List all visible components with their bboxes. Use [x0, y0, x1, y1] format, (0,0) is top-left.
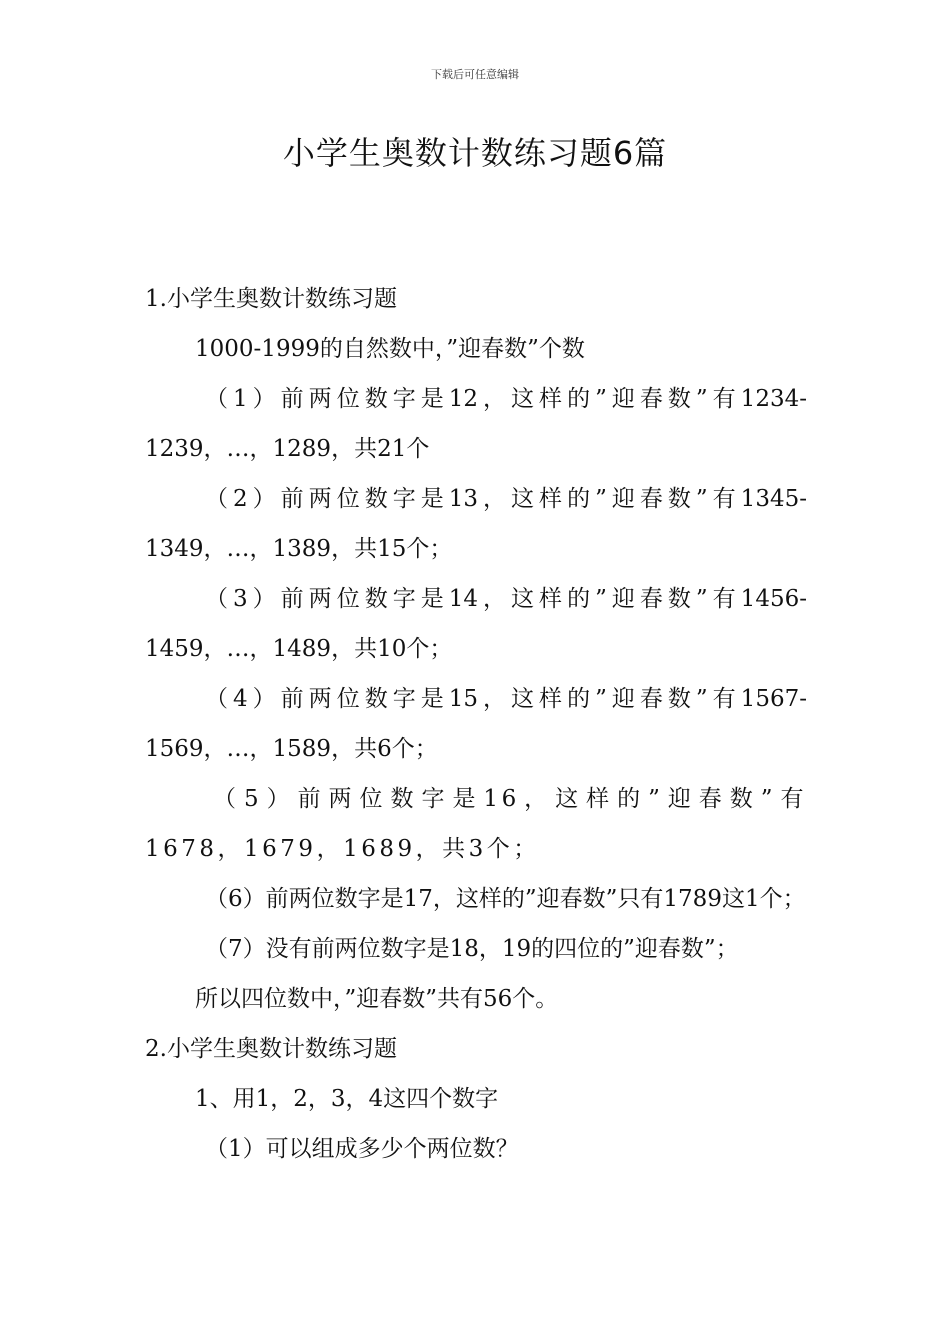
case-2-paragraph: （2）前两位数字是13，这样的”迎春数”有1345-1349，…，1389，共15个； — [145, 486, 807, 562]
question-intro: 1、用1，2，3，4这四个数字 — [195, 1086, 499, 1112]
case-4-paragraph: （4）前两位数字是15，这样的”迎春数”有1567-1569，…，1589，共6个； — [145, 686, 807, 762]
case-7-paragraph: （7）没有前两位数字是18，19的四位的”迎春数”； — [205, 936, 739, 962]
document-title: 小学生奥数计数练习题6篇 — [282, 134, 668, 172]
conclusion-paragraph: 所以四位数中，”迎春数”共有56个。 — [195, 986, 559, 1012]
question-1: （1）可以组成多少个两位数？ — [205, 1136, 519, 1162]
document-body — [145, 274, 807, 1174]
case-6-paragraph: （6）前两位数字是17，这样的”迎春数”只有1789这1个； — [205, 886, 806, 912]
section-heading-1: 1.小学生奥数计数练习题 — [145, 286, 397, 312]
case-1-paragraph: （1）前两位数字是12，这样的”迎春数”有1234-1239，…，1289，共21个 — [145, 386, 807, 462]
case-3-paragraph: （3）前两位数字是14，这样的”迎春数”有1456-1459，…，1489，共10个； — [145, 586, 807, 662]
case-5-paragraph: （5）前两位数字是16，这样的”迎春数”有1678，1679，1689，共3个； — [145, 786, 807, 862]
section-heading-2: 2.小学生奥数计数练习题 — [145, 1036, 397, 1062]
page-header-note: 下载后可任意编辑 — [431, 68, 519, 81]
problem-statement: 1000-1999的自然数中，”迎春数”个数 — [195, 336, 585, 362]
